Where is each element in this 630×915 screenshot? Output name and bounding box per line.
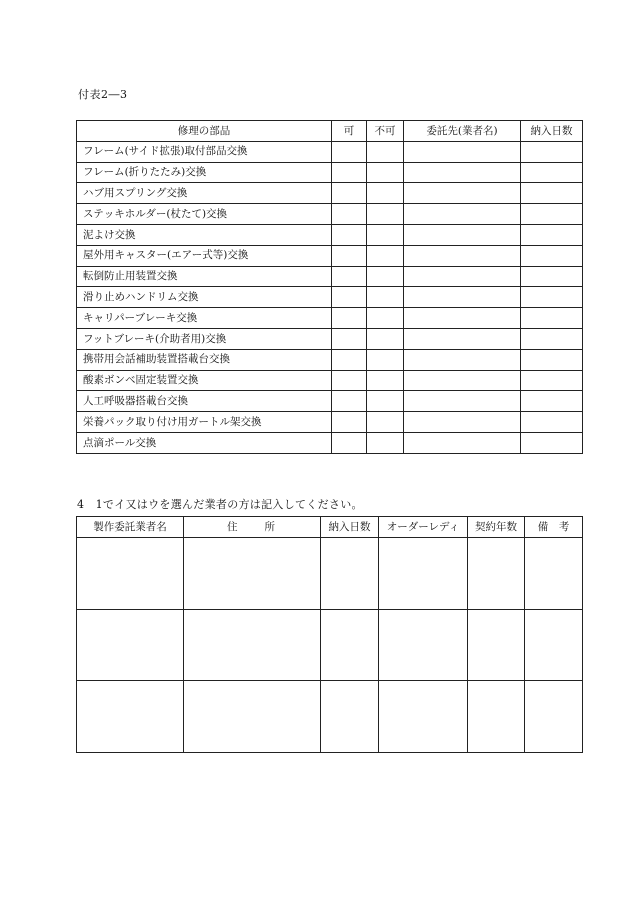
table-row <box>77 162 583 183</box>
table-row <box>77 609 583 681</box>
header-remarks: 備 考 <box>525 517 583 538</box>
header-contractor: 委託先(業者名) <box>404 121 521 142</box>
ok-cell[interactable] <box>332 308 367 329</box>
header-part: 修理の部品 <box>77 121 332 142</box>
ok-cell[interactable] <box>332 432 367 453</box>
table-row <box>77 432 583 453</box>
delivery-days-cell[interactable] <box>321 538 379 610</box>
part-name: 栄養パック取り付け用ガートル架交換 <box>77 412 332 433</box>
contractor-cell[interactable] <box>404 224 521 245</box>
table-row <box>77 391 583 412</box>
table-row <box>77 245 583 266</box>
contractor-cell[interactable] <box>404 245 521 266</box>
delivery-days-cell[interactable] <box>521 370 583 391</box>
contractor-name-cell[interactable] <box>77 538 184 610</box>
part-name: 屋外用キャスター(エアー式等)交換 <box>77 245 332 266</box>
delivery-days-cell[interactable] <box>521 391 583 412</box>
ok-cell[interactable] <box>332 266 367 287</box>
contractor-cell[interactable] <box>404 141 521 162</box>
ng-cell[interactable] <box>367 287 404 308</box>
order-ready-cell[interactable] <box>379 609 468 681</box>
ok-cell[interactable] <box>332 162 367 183</box>
part-name: 人工呼吸器搭載台交換 <box>77 391 332 412</box>
ng-cell[interactable] <box>367 370 404 391</box>
delivery-days-cell[interactable] <box>521 141 583 162</box>
contractor-table <box>76 516 583 753</box>
delivery-days-cell[interactable] <box>521 162 583 183</box>
part-name: キャリパーブレーキ交換 <box>77 308 332 329</box>
table-row <box>77 370 583 391</box>
ok-cell[interactable] <box>332 287 367 308</box>
part-name: ステッキホルダー(杖たて)交換 <box>77 204 332 225</box>
part-name: フレーム(折りたたみ)交換 <box>77 162 332 183</box>
table-row <box>77 412 583 433</box>
contractor-cell[interactable] <box>404 412 521 433</box>
part-name: フレーム(サイド拡張)取付部品交換 <box>77 141 332 162</box>
instruction-note: 4 1でイ又はウを選んだ業者の方は記入してください。 <box>77 498 363 511</box>
delivery-days-cell[interactable] <box>521 183 583 204</box>
remarks-cell[interactable] <box>525 609 583 681</box>
header-contractor-name: 製作委託業者名 <box>77 517 184 538</box>
delivery-days-cell[interactable] <box>521 204 583 225</box>
part-name: フットブレーキ(介助者用)交換 <box>77 328 332 349</box>
ok-cell[interactable] <box>332 224 367 245</box>
ng-cell[interactable] <box>367 266 404 287</box>
contractor-cell[interactable] <box>404 391 521 412</box>
ok-cell[interactable] <box>332 349 367 370</box>
delivery-days-cell[interactable] <box>521 266 583 287</box>
contractor-cell[interactable] <box>404 204 521 225</box>
ok-cell[interactable] <box>332 141 367 162</box>
ng-cell[interactable] <box>367 328 404 349</box>
contractor-cell[interactable] <box>404 162 521 183</box>
ok-cell[interactable] <box>332 183 367 204</box>
table-row <box>77 204 583 225</box>
delivery-days-cell[interactable] <box>521 287 583 308</box>
ng-cell[interactable] <box>367 432 404 453</box>
ng-cell[interactable] <box>367 349 404 370</box>
contractor-name-cell[interactable] <box>77 609 184 681</box>
delivery-days-cell[interactable] <box>521 224 583 245</box>
ng-cell[interactable] <box>367 308 404 329</box>
header-delivery-days: 納入日数 <box>321 517 379 538</box>
ng-cell[interactable] <box>367 245 404 266</box>
remarks-cell[interactable] <box>525 681 583 753</box>
part-name: ハブ用スプリング交換 <box>77 183 332 204</box>
table-row <box>77 538 583 610</box>
contract-years-cell[interactable] <box>468 538 525 610</box>
contractor-cell[interactable] <box>404 287 521 308</box>
delivery-days-cell[interactable] <box>521 308 583 329</box>
contract-years-cell[interactable] <box>468 609 525 681</box>
contractor-cell[interactable] <box>404 183 521 204</box>
ok-cell[interactable] <box>332 204 367 225</box>
table-row <box>77 287 583 308</box>
delivery-days-cell[interactable] <box>521 349 583 370</box>
delivery-days-cell[interactable] <box>321 609 379 681</box>
ng-cell[interactable] <box>367 141 404 162</box>
contractor-cell[interactable] <box>404 328 521 349</box>
delivery-days-cell[interactable] <box>521 412 583 433</box>
remarks-cell[interactable] <box>525 538 583 610</box>
part-name: 滑り止めハンドリム交換 <box>77 287 332 308</box>
ng-cell[interactable] <box>367 204 404 225</box>
repair-parts-table <box>76 120 583 454</box>
ok-cell[interactable] <box>332 370 367 391</box>
page-label: 付表2―3 <box>78 88 128 101</box>
ok-cell[interactable] <box>332 391 367 412</box>
table-row <box>77 681 583 753</box>
contractor-cell[interactable] <box>404 349 521 370</box>
ng-cell[interactable] <box>367 391 404 412</box>
delivery-days-cell[interactable] <box>521 328 583 349</box>
header-delivery-days: 納入日数 <box>521 121 583 142</box>
header-contract-years: 契約年数 <box>468 517 525 538</box>
ng-cell[interactable] <box>367 412 404 433</box>
delivery-days-cell[interactable] <box>521 432 583 453</box>
part-name: 泥よけ交換 <box>77 224 332 245</box>
table-row <box>77 349 583 370</box>
order-ready-cell[interactable] <box>379 681 468 753</box>
header-order-ready: オーダーレディ <box>379 517 468 538</box>
ok-cell[interactable] <box>332 412 367 433</box>
contractor-table-header-row <box>77 517 583 538</box>
part-name: 携帯用会話補助装置搭載台交換 <box>77 349 332 370</box>
table-row <box>77 266 583 287</box>
part-name: 転倒防止用装置交換 <box>77 266 332 287</box>
table-row <box>77 183 583 204</box>
header-ok: 可 <box>332 121 367 142</box>
address-cell[interactable] <box>184 538 321 610</box>
address-cell[interactable] <box>184 609 321 681</box>
contractor-cell[interactable] <box>404 266 521 287</box>
contractor-cell[interactable] <box>404 308 521 329</box>
ok-cell[interactable] <box>332 328 367 349</box>
ng-cell[interactable] <box>367 183 404 204</box>
contractor-cell[interactable] <box>404 432 521 453</box>
delivery-days-cell[interactable] <box>521 245 583 266</box>
table-row <box>77 224 583 245</box>
parts-table-header-row <box>77 121 583 142</box>
order-ready-cell[interactable] <box>379 538 468 610</box>
header-ng: 不可 <box>367 121 404 142</box>
contractor-cell[interactable] <box>404 370 521 391</box>
part-name: 点滴ポール交換 <box>77 432 332 453</box>
ok-cell[interactable] <box>332 245 367 266</box>
delivery-days-cell[interactable] <box>321 681 379 753</box>
ng-cell[interactable] <box>367 162 404 183</box>
table-row <box>77 308 583 329</box>
table-row <box>77 141 583 162</box>
contractor-name-cell[interactable] <box>77 681 184 753</box>
address-cell[interactable] <box>184 681 321 753</box>
part-name: 酸素ボンベ固定装置交換 <box>77 370 332 391</box>
header-address: 住 所 <box>184 517 321 538</box>
contract-years-cell[interactable] <box>468 681 525 753</box>
table-row <box>77 328 583 349</box>
ng-cell[interactable] <box>367 224 404 245</box>
